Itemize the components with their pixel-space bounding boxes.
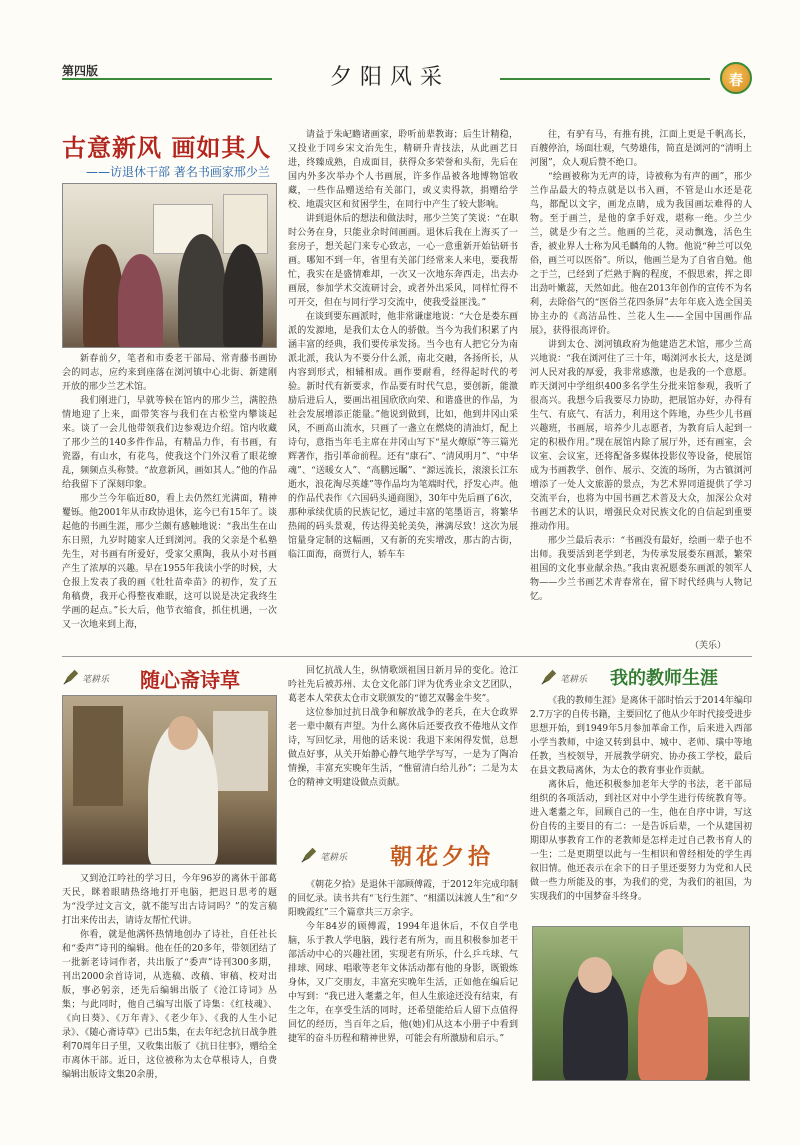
article4-tag: 笔耕乐 xyxy=(560,675,588,685)
article2-paragraph: 又到沧江吟社的学习日，今年96岁的离休干部葛天民，眯着眼睛热络地打开电脑，把迟日思考的题为“没学过文言文，就不能写出古诗词吗？”的发言稿打出来传出去，请诗友帮忙代讲。 xyxy=(62,874,277,926)
page-label: 第四版 xyxy=(62,64,99,78)
article1-author: （芙乐） xyxy=(690,641,727,651)
pen-icon xyxy=(62,668,80,686)
article1-paragraph: 讲到退休后的想法和做法时，邢少兰笑了笑说：“在职时公务在身，只能业余时间画画。退休后我在上海买了一套房子，想关起门来专心致志，一心一意重新开始钻研书画。哪知不到一年，省里有关部门经常来人来电，要我帮忙，我实在是盛情难却，一次又一次地东奔西走，出去办画展，参加学术交流研讨会，或者外出采风，同样忙得不可开交，但在与同行学习交流中，使我受益匪浅。” xyxy=(288,214,518,308)
article2-col2 xyxy=(288,664,518,834)
article3-paragraph: 今年84岁的顾傅霞，1994年退休后，不仅自学电脑，乐于教人学电脑，践行老有所为，而且积极参加老干部活动中心的兴趣社团，实现老有所乐，什么乒乓球、气排球、网球、唱歌等老年文体活动都有他的身影，既锻炼身体，又广交朋友，丰富充实晚年生活，正如他在编后记中写到：“我已进入耄耋之年，但人生旅途还没有结束，有生之年，在享受生活的同时，还希望能给后人留下点值得回忆的经历，当百年之后，他(她)们从这本小册子中看到捷军的奋斗历程和精神世界，可能会有所激励和启示。” xyxy=(288,922,518,1044)
article1-subtitle: ——访退休干部 著名书画家邢少兰 xyxy=(86,165,270,179)
article2-paragraph: 你看，就是他满怀热情地创办了诗社，自任社长和“委声”诗刊的编辑。他在任的20多年，带领团结了一批新老诗词作者，共出版了“委声”诗刊300多期，刊出2000余首诗词，从选稿、改稿、审稿、校对出版，事必躬亲，还先后编辑出版了《沧江诗词》丛集；与此同时，他自己编写出版了诗集：《红枝魂》、《向日葵》、《万年青》、《老少年》、《我的人生小记录》、《随心斋诗草》已出5集，在去年纪念抗日战争胜利70周年日子里，又收集出版了《抗日往事》，赠给全市离休干部。近日，这位被称为太仓草根诗人，自费编辑出版诗文集20余册， xyxy=(62,930,277,1080)
article2-paragraph: 回忆抗战人生，纵情歌颂祖国日新月异的变化。沧江吟社先后被苏州、太仓文化部门评为优秀业余文艺团队，葛老本人荣获太仓市文联颁发的“德艺双馨金牛奖”。 xyxy=(288,666,518,704)
article2-col1 xyxy=(62,872,277,1080)
article3-body xyxy=(288,878,518,1078)
article1-paragraph: 在谈到要东画派时，他非常谦虚地说：“大仓是娄东画派的发源地，是我们太仓人的骄傲。当今为我们积累了内涵丰富的经典，我们要传承发扬。当今也有人把它分为南派北派，我认为不要分什么派，南北交融，各扬所长，从内容到形式，相辅相成。画作要耐看，经得起时代的考验。新时代有新要求，作品要有时代气息，要创新，能激励后进后人，要画出祖国欣欣向荣、和谐盛世的作品，为社会发展增添正能量。”他说到做到，比如，他到井冈山采风，不画高山流水，只画了一盏立在燃烧的清油灯，配上诗句，意指当年毛主席在井冈山写下“星火燎原”等三篇光辉著作，指引革命前程。还有“康石”、“清风明月”、“中华魂”、“送暖女人”、“高鹏远瞩”、“源远流长，滚滚长江东逝水，浪花淘尽英雄”等作品均为笔端时代，抒发心声。他的作品代表作《六国码头通商图》，30年中先后画了6次，那种承续优质的民族记忆，通过丰富的笔墨语言，将繁华热闹的码头景观，传达得美轮美奂，淋漓尽致！这次为展馆量身定制的这幅画，又有新的充实增改，那古韵古街，临江面海，商贾行人，轿车车 xyxy=(288,312,518,560)
article1-paragraph: 讲到太仓、浏河镇政府为他建造艺术馆，邢少兰高兴地说：“我在浏河住了三十年，喝浏河水长大，这是浏河人民对我的厚爱，我非常感激，也是我的一个意愿。昨天浏河中学组织400多名学生分批来馆参观，我听了很高兴。我想今后我要尽力协助，把展馆办好，办得有生气、有底气、有活力，利用这个阵地，办些少儿书画兴趣班，书画展，培养少儿志愿者，为教育后人起到一定的积极作用。”现在展馆内除了展厅外，还有画室，会议室、会议室，还将配备多媒体投影仪等设备，使展馆成为书画教学、创作、展示、交流的场所，为古镇浏河增添了一处人文旅游的景点，为艺术界同道提供了学习交流平台，也将为中国书画艺术普及大众，加深公众对书画艺术的认识，增强民众对民族文化的自信起到重要推动作用。 xyxy=(530,340,752,532)
section-divider xyxy=(62,656,752,657)
article2-tag: 笔耕乐 xyxy=(82,675,110,685)
pen-icon xyxy=(540,668,558,686)
article1-title: 古意新风 画如其人 xyxy=(62,134,272,162)
article4-title: 我的教师生涯 xyxy=(610,668,718,689)
article4-paragraph: 离休后，他还积极参加老年大学的书法，老干部局组织的各项活动，到社区对中小学生进行传统教育等。进入耄耋之年，回顾自己的一生，他在自序中讲，写这份自传的主要目的有二：一是告诉后辈，一个从建国初期即从事教育工作的老教师是怎样走过自己教书育人的一生；二是更期望以此与一生相识和曾经相处的学生再叙旧情。他还表示在余下的日子里还要努力为党和人民做一些力所能及的事，为我们的党，为我们的祖国，为实现我们的中国梦奋斗终身。 xyxy=(530,780,752,902)
article1-paragraph: 往，有驴有马，有推有挑，江面上更是千帆高长，百艘停泊，场面壮观，气势雄伟，简直是浏河的“清明上河图”，众人观后赞不绝口。 xyxy=(530,130,752,168)
article2-paragraph: 这位参加过抗日战争和解放战争的老兵，在大仓政界老一辈中颇有声望。为什么离休后还要孜孜不倦地从文作诗，写回忆录，用他的话来说：我退下来闲得发慌，总想做点好事，从关开始静心静气地学学写写，一是为了陶冶情操，丰富充实晚年生活，“惟留清白给儿孙”；二是为太仓的精神文明建设做点贡献。 xyxy=(288,708,518,788)
article2-photo xyxy=(62,695,277,865)
article1-paragraph: 请益于朱屺瞻诸画家，聆听前辈教诲；后生计精稳，又投业于同乡宋文治先生，精研升青技法，从此画艺日进，终臻成熟，自成面目，获得众多荣誉和头衔，先后在国内外多次举办个人书画展，许多作品被各地博物馆收藏，一些作品赠送给有关部门，或义卖得款，捐赠给学校、地震灾区和贫困学生，在同行中产生了较大影响。 xyxy=(288,130,518,210)
article4-paragraph: 《我的教师生涯》是离休干部时怡云于2014年编印2.7万字的自传书籍，主要回忆了他从少年时代接受进步思想开始，到1949年5月参加革命工作，后来进入西部小学当教师，中途又转到县中、城中、老师、璜中等地任教，当校领导，开展教学研究、协办孩工学校，最后在县文教局离休，为太仓的教育事业作贡献。 xyxy=(530,696,752,776)
article2-heading xyxy=(62,664,277,692)
logo-icon xyxy=(720,62,752,94)
article1-paragraph: 邢少兰今年临近80，看上去仍然红光满面，精神矍铄。他2001年从市政协退休，迄今已有15年了。谈起他的书画生涯，邢少兰颇有感触地说：“我出生在山东日照，九岁时随家人迁到浏河。我的父亲是个私塾先生，对书画有所爱好，受家父熏陶，我从小对书画产生了浓厚的兴趣。早在1955年我读小学的时候，大仓报上发表了我的画《牡牡苗牵苗》的初作，发了五角稿费，我开心得整夜难眠，这可以说是决定我终生学画的起点。”长大后，他节衣缩食，抓住机遇，一次又一次地来到上海， xyxy=(62,494,277,630)
article4-body xyxy=(530,694,752,922)
article3-paragraph: 《朝花夕拾》是退休干部顾傅霞，于2012年完成印制的回忆录。读书共有“飞行生涯”、“相濡以沫渡人生”和“夕阳晚霞红”三个篇章共三万余字。 xyxy=(288,880,518,918)
article4-heading xyxy=(540,664,752,692)
article1-paragraph: “绘画被称为无声的诗，诗被称为有声的画”，邢少兰作品最大的特点就是以书入画，不管是山水还是花鸟，都配以文字，画龙点睛，成为我国画坛难得的人物。至于画兰，是他的拿手好戏，堪称一绝。少兰少兰，就是少有之兰。他画的兰花，灵动飘逸，活色生香，被业界人士称为风毛麟角的人物。他说“种兰可以免俗，画兰可以医俗”。所以，他画兰是为了自省自勉。他之于兰，已经到了烂熟于胸的程度，不假思索，挥之即出劲叶嫩蕊，天然如此。他在2013年创作的宣传不为名利，去除俗气的“医俗兰花四条屏”去年年底入选全国美协主办的《高洁品性、兰花人生——全国中国画作品展》，获得很高评价。 xyxy=(530,172,752,336)
pen-icon xyxy=(300,846,318,864)
article1-col2 xyxy=(288,128,518,652)
article1-photo xyxy=(62,183,277,348)
logo-char: 春 xyxy=(729,73,743,89)
article3-title: 朝花夕拾 xyxy=(390,845,495,870)
column-name: 夕阳风采 xyxy=(329,65,450,90)
article1-col3 xyxy=(530,128,752,638)
header-rule-left xyxy=(62,78,272,80)
article3-tag: 笔耕乐 xyxy=(320,853,348,863)
article4-photo xyxy=(532,926,750,1081)
article1-col1 xyxy=(62,352,277,652)
header-rule-right xyxy=(500,78,710,80)
article1-paragraph: 我们刚进门，早就等候在馆内的邢少兰，满腔热情地迎了上来，面带笑容与我们在古松堂内攀谈起来。谈了一会儿他带领我们边参观边介绍。馆内收藏了邢少兰的140多件作品，有精品力作，有书画，有瓷器，有山水，有花鸟，使我这个门外汉看了眼花缭乱，频频点头称赞。“故意新风，画如其人。”他的作品给我留下了深刻印象。 xyxy=(62,396,277,490)
article1-paragraph: 邢少兰最后表示：“书画没有最好，绘画一辈子也不出师。我要活到老学到老，为传承发展娄东画派，繁荣祖国的文化事业献余热。”我由衷祝愿娄东画派的领军人物——少兰书画艺术青春常在，留下时代经典与人物记忆。 xyxy=(530,536,752,602)
article3-heading xyxy=(300,840,515,870)
article2-title: 随心斋诗草 xyxy=(140,668,240,692)
article1-paragraph: 新春前夕，笔者和市委老干部局、常青藤书画协会的同志，应约来到座落在浏河镇中心北街、新建刚开放的邢少兰艺术馆。 xyxy=(62,354,277,392)
